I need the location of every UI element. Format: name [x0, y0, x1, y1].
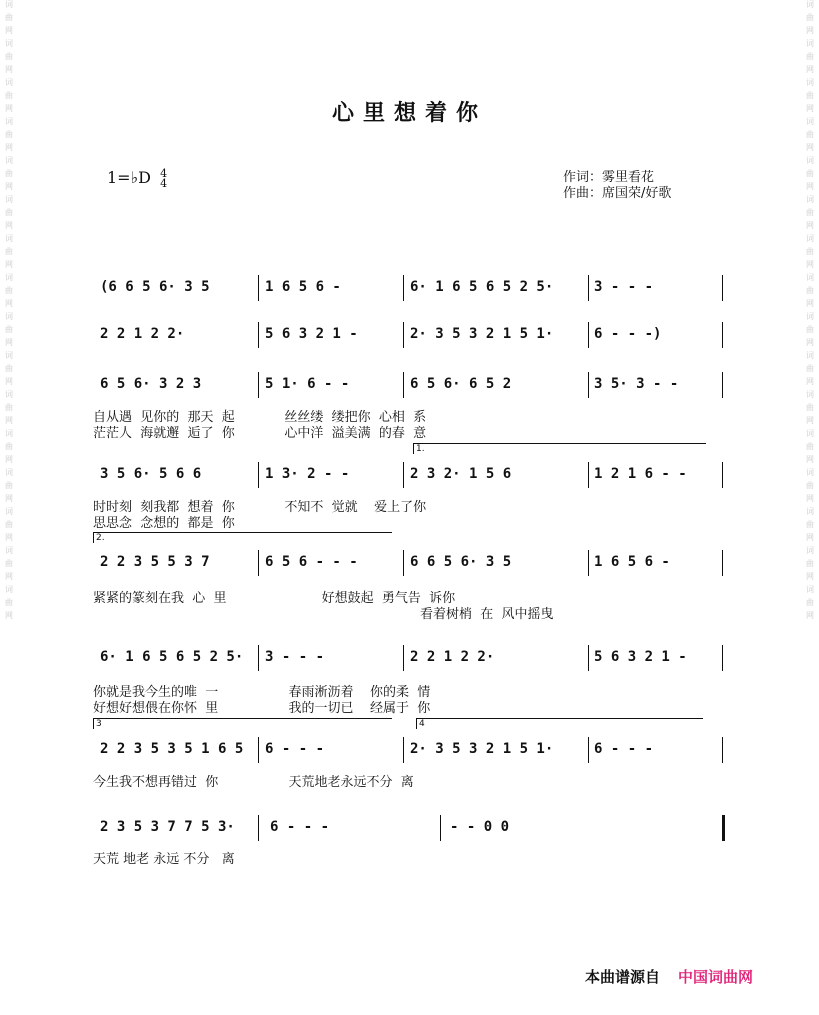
lyric-line: 时时刻 刻我都 想着 你 不知不 觉就 爱上了你 — [93, 500, 427, 515]
bar-line — [258, 462, 259, 488]
lyric-line: 天荒 地老 永远 不分 离 — [93, 852, 235, 867]
watermark-glyph: 词 — [5, 546, 13, 555]
watermark-glyph: 网 — [5, 533, 13, 542]
watermark-glyph: 词 — [5, 273, 13, 282]
watermark-glyph: 网 — [806, 104, 814, 113]
measure-notes: 3 5 6· 5 6 6 — [100, 466, 202, 482]
bar-line — [403, 322, 404, 348]
measure-notes: 6 - - - — [265, 741, 325, 757]
measure-notes: 6 - - -) — [594, 326, 662, 342]
composer: 作曲：席国荣/好歌 — [563, 186, 672, 201]
watermark-glyph: 网 — [806, 455, 814, 464]
watermark-glyph: 网 — [806, 338, 814, 347]
watermark-glyph: 曲 — [806, 169, 814, 178]
bar-line — [722, 550, 723, 576]
watermark-glyph: 网 — [5, 143, 13, 152]
watermark-glyph: 词 — [806, 351, 814, 360]
bar-line — [588, 737, 589, 763]
watermark-glyph: 曲 — [806, 52, 814, 61]
watermark-glyph: 词 — [5, 429, 13, 438]
measure-notes: 2 2 1 2 2· — [100, 326, 185, 342]
right-watermark — [803, 0, 817, 1015]
bar-line — [722, 815, 725, 841]
score-row — [93, 645, 733, 671]
lyric-line: 今生我不想再错过 你 天荒地老永远不分 离 — [93, 775, 414, 790]
watermark-glyph: 曲 — [806, 13, 814, 22]
score-row — [93, 372, 733, 398]
bar-line — [403, 550, 404, 576]
watermark-glyph: 曲 — [5, 13, 13, 22]
measure-notes: 5 6 3 2 1 - — [594, 649, 687, 665]
watermark-glyph: 曲 — [806, 91, 814, 100]
watermark-glyph: 词 — [806, 195, 814, 204]
watermark-glyph: 曲 — [806, 403, 814, 412]
watermark-glyph: 词 — [5, 585, 13, 594]
credits — [563, 170, 671, 202]
watermark-glyph: 曲 — [5, 325, 13, 334]
watermark-glyph: 曲 — [5, 598, 13, 607]
volta-bracket: 3 — [93, 718, 392, 729]
lyric-line: 好想好想偎在你怀 里 我的一切已 经属于 你 — [93, 701, 431, 716]
watermark-glyph: 词 — [806, 117, 814, 126]
watermark-glyph: 网 — [806, 299, 814, 308]
score-row — [93, 275, 733, 301]
bar-line — [440, 815, 441, 841]
watermark-glyph: 词 — [806, 429, 814, 438]
measure-notes: 6 - - - — [594, 741, 654, 757]
watermark-glyph: 网 — [806, 377, 814, 386]
measure-notes: 2 2 3 5 3 5 1 6 5 — [100, 741, 244, 757]
watermark-glyph: 曲 — [5, 52, 13, 61]
measure-notes: 1 6 5 6 - — [265, 279, 341, 295]
watermark-glyph: 曲 — [806, 208, 814, 217]
watermark-glyph: 词 — [806, 468, 814, 477]
measure-notes: 6 6 5 6· 3 5 — [410, 554, 512, 570]
watermark-glyph: 词 — [5, 312, 13, 321]
watermark-glyph: 网 — [5, 377, 13, 386]
score-row — [93, 737, 733, 763]
watermark-glyph: 曲 — [806, 520, 814, 529]
measure-notes: 3 - - - — [265, 649, 325, 665]
footer — [585, 966, 753, 987]
measure-notes: 3 - - - — [594, 279, 654, 295]
time-top: 4 — [160, 166, 168, 180]
score-row — [93, 815, 733, 841]
watermark-glyph: 词 — [5, 507, 13, 516]
left-watermark — [2, 0, 16, 1015]
measure-notes: 6 5 6· 6 5 2 — [410, 376, 512, 392]
measure-notes: (6 6 5 6· 3 5 — [100, 279, 210, 295]
bar-line — [722, 372, 723, 398]
watermark-glyph: 曲 — [5, 286, 13, 295]
watermark-glyph: 词 — [5, 156, 13, 165]
bar-line — [403, 372, 404, 398]
watermark-glyph: 网 — [806, 572, 814, 581]
bar-line — [588, 645, 589, 671]
footer-site: 中国词曲网 — [678, 968, 754, 986]
watermark-glyph: 曲 — [5, 169, 13, 178]
watermark-glyph: 网 — [806, 26, 814, 35]
bar-line — [588, 322, 589, 348]
bar-line — [258, 815, 259, 841]
watermark-glyph: 网 — [5, 260, 13, 269]
watermark-glyph: 网 — [806, 260, 814, 269]
watermark-glyph: 网 — [5, 455, 13, 464]
footer-source: 本曲谱源自 — [585, 968, 661, 986]
watermark-glyph: 曲 — [5, 208, 13, 217]
measure-notes: 2 3 5 3 7 7 5 3· — [100, 819, 235, 835]
watermark-glyph: 网 — [5, 299, 13, 308]
watermark-glyph: 词 — [806, 546, 814, 555]
watermark-glyph: 曲 — [5, 247, 13, 256]
watermark-glyph: 曲 — [806, 247, 814, 256]
bar-line — [588, 372, 589, 398]
score-row — [93, 550, 733, 576]
measure-notes: 6 5 6· 3 2 3 — [100, 376, 202, 392]
watermark-glyph: 网 — [806, 533, 814, 542]
lyric-line: 紧紧的篆刻在我 心 里 好想鼓起 勇气告 诉你 — [93, 591, 456, 606]
watermark-glyph: 曲 — [5, 364, 13, 373]
bar-line — [588, 275, 589, 301]
watermark-glyph: 曲 — [5, 442, 13, 451]
watermark-glyph: 词 — [806, 312, 814, 321]
watermark-glyph: 词 — [806, 156, 814, 165]
measure-notes: 1 2 1 6 - - — [594, 466, 687, 482]
watermark-glyph: 网 — [5, 104, 13, 113]
bar-line — [722, 737, 723, 763]
lyric-line: 看着树梢 在 风中摇曳 — [420, 607, 554, 622]
bar-line — [722, 645, 723, 671]
key-signature — [107, 168, 167, 189]
time-bottom: 4 — [160, 176, 168, 190]
bar-line — [403, 737, 404, 763]
volta-bracket: 1. — [413, 443, 706, 454]
lyric-line: 茫茫人 海就邂 逅了 你 心中洋 溢美满 的春 意 — [93, 426, 427, 441]
watermark-glyph: 网 — [806, 143, 814, 152]
watermark-glyph: 曲 — [806, 364, 814, 373]
score-row — [93, 462, 733, 488]
watermark-glyph: 词 — [806, 0, 814, 9]
watermark-glyph: 曲 — [5, 559, 13, 568]
watermark-glyph: 词 — [5, 390, 13, 399]
measure-notes: 2· 3 5 3 2 1 5 1· — [410, 741, 554, 757]
lyricist: 作词：雾里看花 — [563, 170, 655, 185]
measure-notes: 1 3· 2 - - — [265, 466, 350, 482]
lyric-line: 你就是我今生的唯 一 春雨淅沥着 你的柔 情 — [93, 685, 431, 700]
measure-notes: 2 2 3 5 5 3 7 — [100, 554, 210, 570]
watermark-glyph: 词 — [5, 468, 13, 477]
watermark-glyph: 网 — [5, 611, 13, 620]
measure-notes: 6 5 6 - - - — [265, 554, 358, 570]
bar-line — [722, 322, 723, 348]
volta-bracket: 2. — [93, 532, 392, 543]
watermark-glyph: 网 — [5, 572, 13, 581]
song-title: 心里想着你 — [331, 101, 487, 126]
watermark-glyph: 网 — [5, 221, 13, 230]
watermark-glyph: 词 — [5, 78, 13, 87]
watermark-glyph: 词 — [806, 39, 814, 48]
watermark-glyph: 词 — [806, 390, 814, 399]
bar-line — [403, 645, 404, 671]
bar-line — [403, 275, 404, 301]
measure-notes: 6· 1 6 5 6 5 2 5· — [100, 649, 244, 665]
watermark-glyph: 曲 — [5, 481, 13, 490]
watermark-glyph: 词 — [806, 78, 814, 87]
bar-line — [258, 550, 259, 576]
measure-notes: 2 2 1 2 2· — [410, 649, 495, 665]
watermark-glyph: 词 — [5, 117, 13, 126]
watermark-glyph: 曲 — [5, 520, 13, 529]
measure-notes: 3 5· 3 - - — [594, 376, 679, 392]
measure-notes: 2· 3 5 3 2 1 5 1· — [410, 326, 554, 342]
bar-line — [722, 275, 723, 301]
watermark-glyph: 词 — [806, 507, 814, 516]
watermark-glyph: 网 — [806, 221, 814, 230]
watermark-glyph: 词 — [806, 273, 814, 282]
watermark-glyph: 网 — [5, 494, 13, 503]
time-signature — [160, 166, 168, 190]
bar-line — [403, 462, 404, 488]
bar-line — [588, 550, 589, 576]
bar-line — [722, 462, 723, 488]
measure-notes: 1 6 5 6 - — [594, 554, 670, 570]
lyric-line: 自从遇 见你的 那天 起 丝丝缕 缕把你 心相 系 — [93, 410, 427, 425]
bar-line — [258, 322, 259, 348]
watermark-glyph: 曲 — [806, 598, 814, 607]
watermark-glyph: 曲 — [5, 91, 13, 100]
watermark-glyph: 网 — [806, 65, 814, 74]
bar-line — [258, 372, 259, 398]
watermark-glyph: 网 — [5, 182, 13, 191]
watermark-glyph: 词 — [5, 195, 13, 204]
watermark-glyph: 词 — [5, 39, 13, 48]
watermark-glyph: 网 — [806, 416, 814, 425]
watermark-glyph: 网 — [806, 182, 814, 191]
watermark-glyph: 网 — [806, 494, 814, 503]
watermark-glyph: 曲 — [5, 403, 13, 412]
watermark-glyph: 网 — [5, 65, 13, 74]
measure-notes: 6· 1 6 5 6 5 2 5· — [410, 279, 554, 295]
watermark-glyph: 词 — [5, 0, 13, 9]
bar-line — [258, 645, 259, 671]
lyric-line: 思思念 念想的 都是 你 — [93, 516, 235, 531]
watermark-glyph: 曲 — [806, 130, 814, 139]
bar-line — [258, 737, 259, 763]
key-label: 1=♭D — [107, 168, 151, 187]
watermark-glyph: 词 — [806, 234, 814, 243]
watermark-glyph: 词 — [806, 585, 814, 594]
watermark-glyph: 词 — [5, 234, 13, 243]
watermark-glyph: 网 — [5, 26, 13, 35]
volta-bracket: 4 — [416, 718, 703, 729]
watermark-glyph: 曲 — [806, 559, 814, 568]
watermark-glyph: 曲 — [806, 481, 814, 490]
bar-line — [588, 462, 589, 488]
watermark-glyph: 曲 — [806, 442, 814, 451]
watermark-glyph: 曲 — [5, 130, 13, 139]
score-row — [93, 322, 733, 348]
bar-line — [258, 275, 259, 301]
measure-notes: 5 1· 6 - - — [265, 376, 350, 392]
watermark-glyph: 网 — [5, 416, 13, 425]
watermark-glyph: 曲 — [806, 325, 814, 334]
watermark-glyph: 词 — [5, 351, 13, 360]
measure-notes: - - 0 0 — [450, 819, 510, 835]
measure-notes: 6 - - - — [270, 819, 330, 835]
watermark-glyph: 网 — [806, 611, 814, 620]
measure-notes: 5 6 3 2 1 - — [265, 326, 358, 342]
measure-notes: 2 3 2· 1 5 6 — [410, 466, 512, 482]
watermark-glyph: 曲 — [806, 286, 814, 295]
watermark-glyph: 网 — [5, 338, 13, 347]
